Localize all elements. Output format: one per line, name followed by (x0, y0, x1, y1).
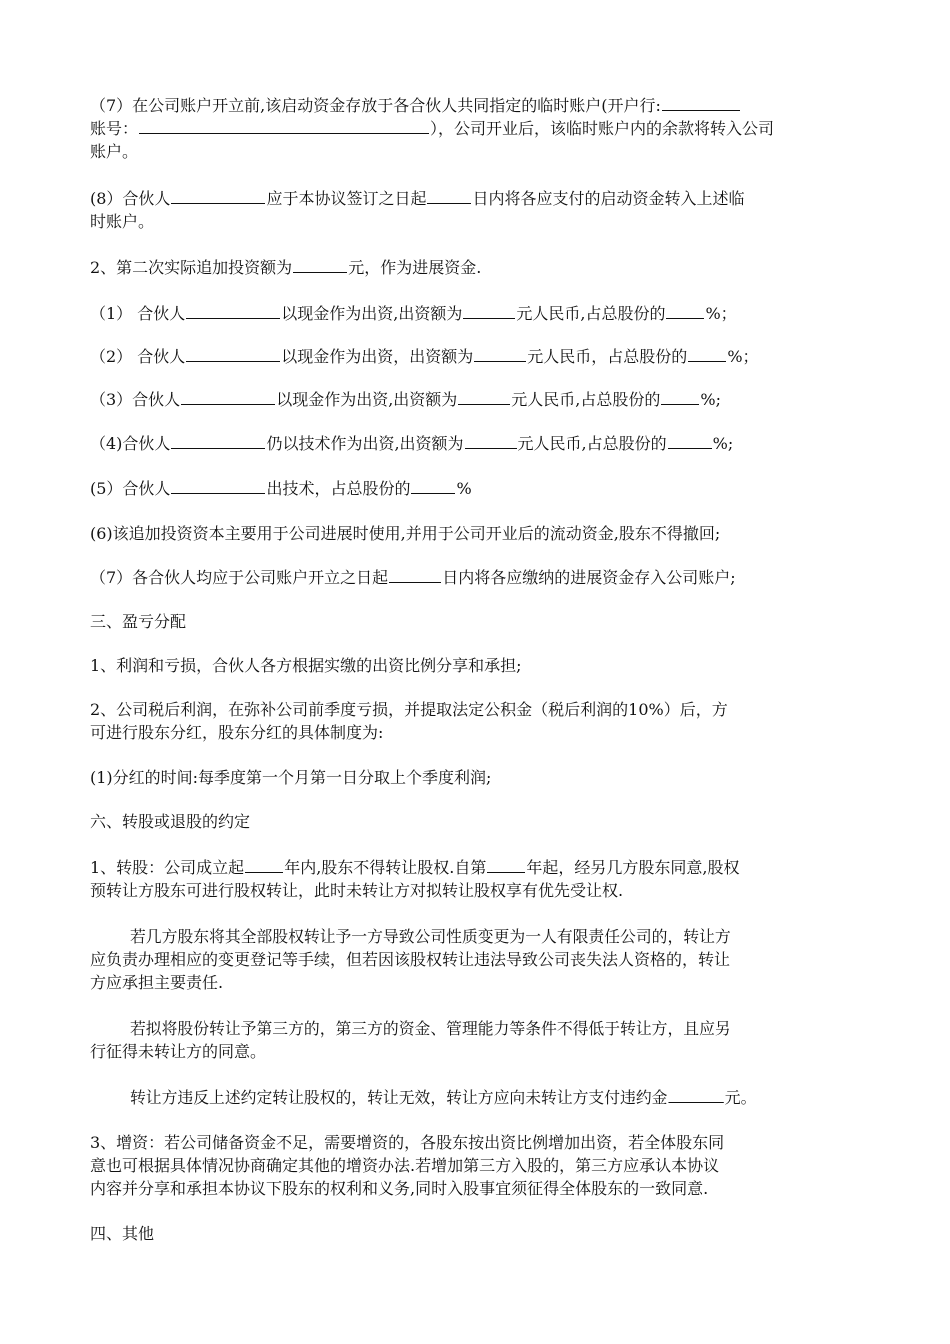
fill-in-blank (293, 256, 347, 273)
fill-in-blank (688, 345, 726, 362)
text-run: 元，作为进展资金. (348, 258, 482, 277)
text-line (90, 432, 890, 456)
text-line (90, 256, 890, 280)
text-line (130, 1017, 920, 1041)
text-run: （2） 合伙人 (90, 347, 186, 366)
text-line (90, 477, 890, 501)
text-run: 2、公司税后利润，在弥补公司前季度亏损，并提取法定公积金（税后利润的10%）后，方 (90, 700, 728, 719)
text-run: 1、利润和亏损，合伙人各方根据实缴的出资比例分享和承担; (90, 656, 522, 675)
text-line (90, 302, 890, 326)
text-run: 以现金作为出资，出资额为 (281, 347, 474, 366)
text-run: 行征得未转让方的同意。 (90, 1042, 267, 1061)
text-run: 意也可根据具体情况协商确定其他的增资办法.若增加第三方入股的，第三方应承认本协议 (90, 1156, 720, 1175)
fill-in-blank (139, 117, 429, 134)
text-run: 三、盈亏分配 (90, 612, 187, 631)
text-line (90, 948, 890, 972)
text-run: 元人民币,占总股份的 (517, 434, 667, 453)
text-run: 若几方股东将其全部股权转让予一方导致公司性质变更为一人有限责任公司的，转让方 (130, 927, 731, 946)
text-line (90, 971, 890, 995)
text-line (90, 388, 890, 412)
text-run: 元人民币,占总股份的 (516, 304, 666, 323)
text-run: （7）各合伙人均应于公司账户开立之日起 (90, 568, 389, 587)
fill-in-blank (171, 187, 265, 204)
text-run: (8）合伙人 (90, 189, 171, 208)
fill-in-blank (668, 432, 712, 449)
text-run: 1、转股：公司成立起 (90, 858, 245, 877)
text-run: (6)该追加投资资本主要用于公司进展时使用,并用于公司开业后的流动资金,股东不得撤回; (90, 524, 721, 543)
text-run: 日内将各应支付的启动资金转入上述临 (472, 189, 745, 208)
text-run: 四、其他 (90, 1224, 155, 1243)
text-line (90, 879, 890, 903)
text-run: 仍以技术作为出资,出资额为 (266, 434, 464, 453)
text-line (90, 610, 890, 634)
text-line (90, 1154, 890, 1178)
text-line (90, 1177, 890, 1201)
text-run: (5）合伙人 (90, 479, 171, 498)
text-line (90, 187, 890, 211)
text-line (90, 698, 890, 722)
text-run: 出技术，占总股份的 (266, 479, 411, 498)
text-run: 应于本协议签订之日起 (266, 189, 427, 208)
text-run: （7）在公司账户开立前,该启动资金存放于各合伙人共同指定的临时账户(开户行: (90, 96, 661, 115)
fill-in-blank (661, 388, 699, 405)
fill-in-blank (186, 302, 280, 319)
text-run: 转让方违反上述约定转让股权的，转让无效，转让方应向未转让方支付违约金 (130, 1088, 668, 1107)
fill-in-blank (487, 856, 525, 873)
text-line (90, 1040, 890, 1064)
text-run: %； (727, 347, 759, 366)
text-line (90, 345, 890, 369)
text-line (130, 1086, 920, 1110)
text-line (90, 210, 890, 234)
text-line (90, 522, 890, 546)
text-line (90, 117, 890, 141)
text-line (90, 140, 890, 164)
text-line (90, 856, 890, 880)
fill-in-blank (389, 566, 441, 583)
text-line (90, 1131, 890, 1155)
text-line (90, 766, 890, 790)
fill-in-blank (171, 477, 265, 494)
fill-in-blank (411, 477, 455, 494)
fill-in-blank (662, 94, 740, 111)
text-run: 日内将各应缴纳的进展资金存入公司账户; (442, 568, 736, 587)
fill-in-blank (474, 345, 526, 362)
text-run: %； (705, 304, 737, 323)
text-run: 以现金作为出资,出资额为 (281, 304, 463, 323)
text-line (90, 94, 890, 118)
fill-in-blank (186, 345, 280, 362)
text-run: 3、增资：若公司储备资金不足，需要增资的，各股东按出资比例增加出资，若全体股东同 (90, 1133, 725, 1152)
fill-in-blank (666, 302, 704, 319)
text-line (130, 925, 920, 949)
text-run: 六、转股或退股的约定 (90, 812, 251, 831)
text-run: % (456, 479, 472, 498)
text-run: (1)分红的时间:每季度第一个月第一日分取上个季度利润; (90, 768, 492, 787)
text-run: 预转让方股东可进行股权转让，此时未转让方对拟转让股权享有优先受让权. (90, 881, 624, 900)
fill-in-blank (171, 432, 265, 449)
text-run: 应负责办理相应的变更登记等手续，但若因该股权转让违法导致公司丧失法人资格的，转让 (90, 950, 731, 969)
text-run: 元人民币,占总股份的 (511, 390, 661, 409)
fill-in-blank (245, 856, 283, 873)
text-run: （1） 合伙人 (90, 304, 186, 323)
text-run: 若拟将股份转让予第三方的，第三方的资金、管理能力等条件不得低于转让方，且应另 (130, 1019, 731, 1038)
text-run: 可进行股东分红，股东分红的具体制度为: (90, 723, 384, 742)
fill-in-blank (465, 432, 517, 449)
text-run: 内容并分享和承担本协议下股东的权利和义务,同时入股事宜须征得全体股东的一致同意. (90, 1179, 709, 1198)
text-run: 以现金作为出资,出资额为 (276, 390, 458, 409)
text-line (90, 721, 890, 745)
fill-in-blank (463, 302, 515, 319)
text-run: 账号： (90, 119, 139, 138)
text-run: 时账户。 (90, 212, 155, 231)
text-run: 元。 (724, 1088, 757, 1107)
fill-in-blank (668, 1086, 723, 1103)
text-run: （4)合伙人 (90, 434, 171, 453)
text-run: （3）合伙人 (90, 390, 181, 409)
text-run: %; (712, 434, 734, 453)
text-line (90, 566, 890, 590)
fill-in-blank (458, 388, 510, 405)
text-run: 2、第二次实际追加投资额为 (90, 258, 293, 277)
text-line (90, 1222, 890, 1246)
text-run: 年起，经另几方股东同意,股权 (526, 858, 740, 877)
text-run: %; (700, 390, 721, 409)
fill-in-blank (181, 388, 275, 405)
text-run: ），公司开业后，该临时账户内的余款将转入公司 (430, 119, 775, 138)
text-run: 年内,股东不得转让股权.自第 (284, 858, 487, 877)
fill-in-blank (427, 187, 471, 204)
text-run: 方应承担主要责任. (90, 973, 224, 992)
text-line (90, 654, 890, 678)
text-line (90, 810, 890, 834)
text-run: 账户。 (90, 142, 139, 161)
text-run: 元人民币，占总股份的 (527, 347, 688, 366)
